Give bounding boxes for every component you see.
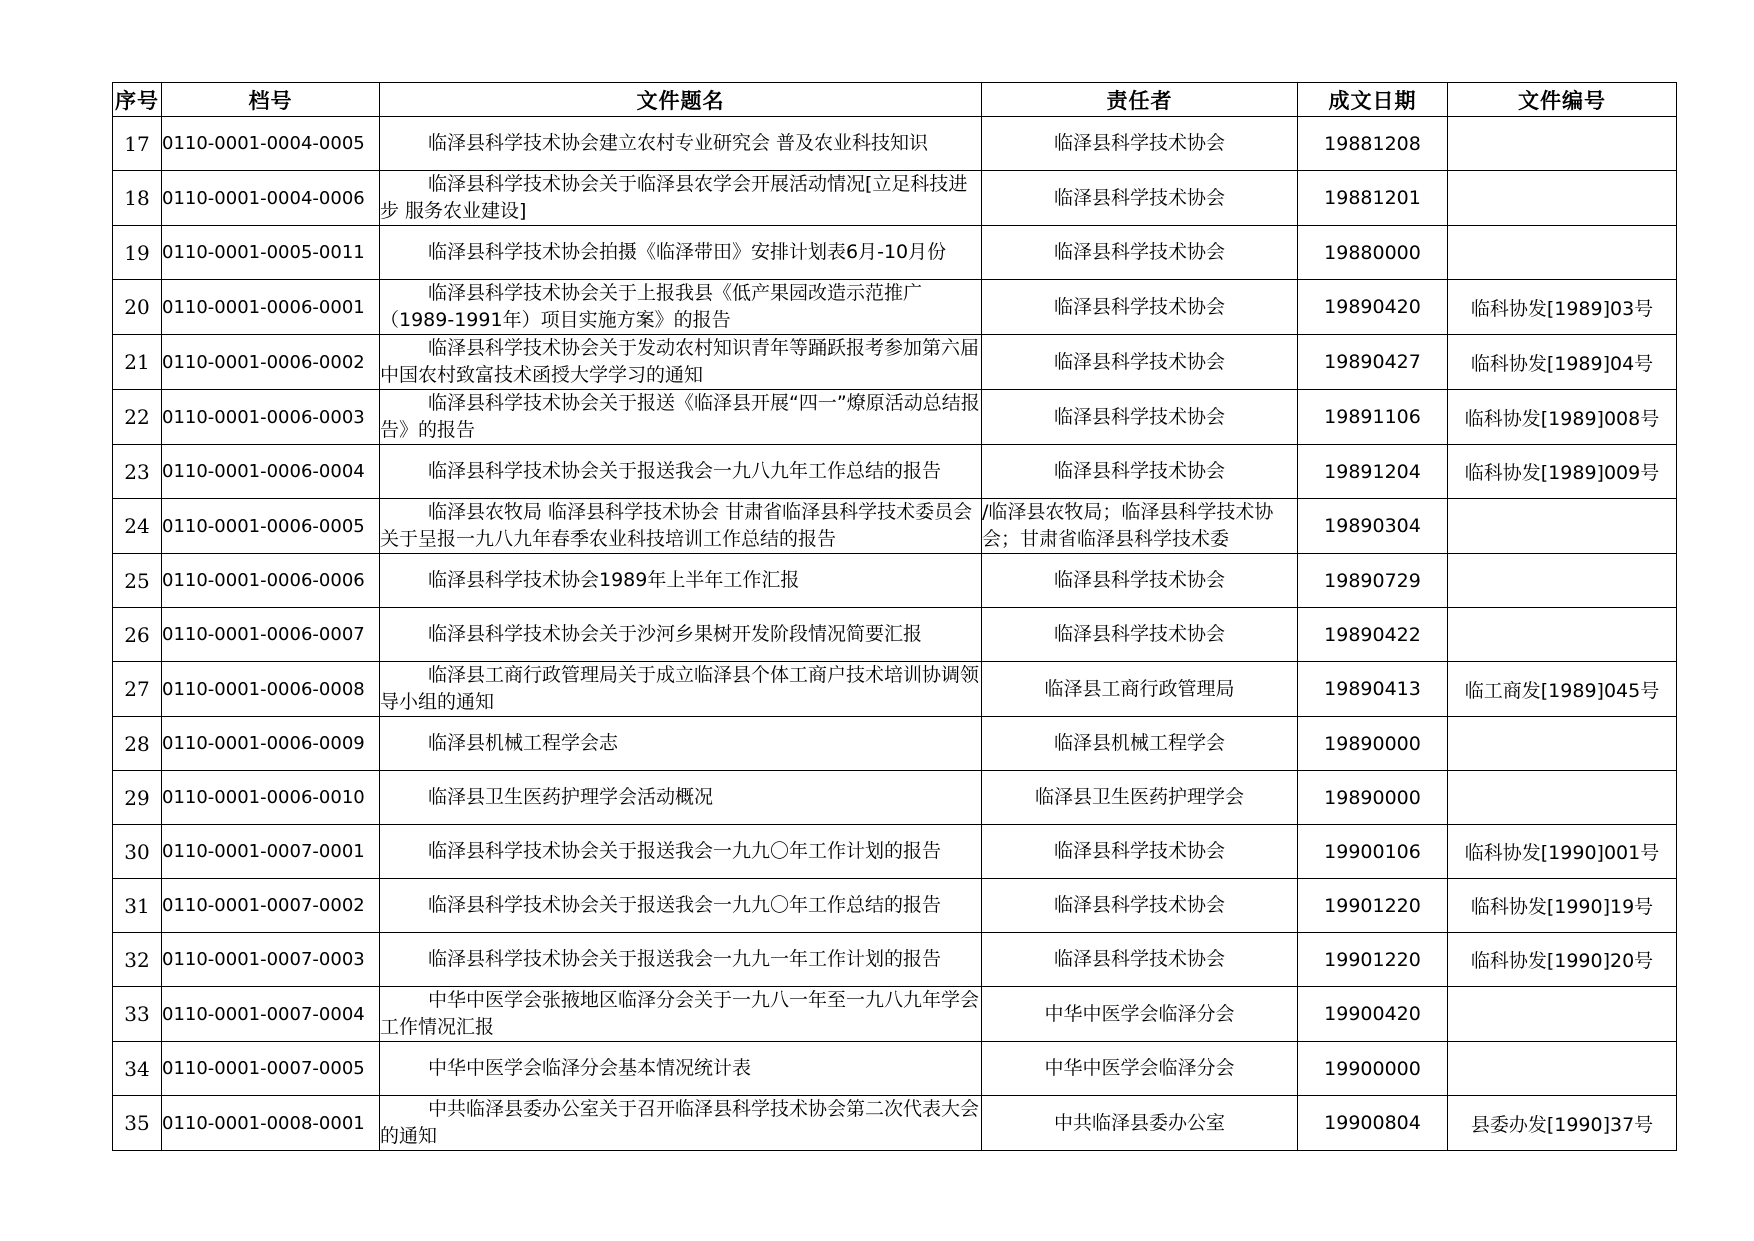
cell-archive-no: 0110-0001-0008-0001 [162, 1096, 380, 1151]
header-date: 成文日期 [1298, 83, 1448, 117]
cell-seq: 31 [113, 879, 162, 933]
cell-doc-no: 临科协发[1990]19号 [1448, 879, 1677, 933]
cell-doc-no [1448, 608, 1677, 662]
cell-seq: 34 [113, 1042, 162, 1096]
cell-archive-no: 0110-0001-0006-0006 [162, 554, 380, 608]
table-row [113, 117, 1677, 171]
cell-date: 19890427 [1298, 335, 1448, 390]
cell-archive-no: 0110-0001-0007-0002 [162, 879, 380, 933]
cell-archive-no: 0110-0001-0006-0010 [162, 771, 380, 825]
cell-archive-no: 0110-0001-0006-0002 [162, 335, 380, 390]
header-seq: 序号 [113, 83, 162, 117]
cell-title: 临泽县科学技术协会关于报送《临泽县开展“四一”燎原活动总结报告》的报告 [380, 390, 982, 445]
cell-author: 中华中医学会临泽分会 [982, 1042, 1298, 1096]
cell-doc-no: 临科协发[1990]001号 [1448, 825, 1677, 879]
table-row [113, 825, 1677, 879]
cell-archive-no: 0110-0001-0006-0005 [162, 499, 380, 554]
cell-date: 19901220 [1298, 933, 1448, 987]
cell-title: 中共临泽县委办公室关于召开临泽县科学技术协会第二次代表大会的通知 [380, 1096, 982, 1151]
cell-title: 临泽县科学技术协会关于报送我会一九九〇年工作总结的报告 [380, 879, 982, 933]
header-archive-no: 档号 [162, 83, 380, 117]
cell-doc-no [1448, 771, 1677, 825]
cell-seq: 32 [113, 933, 162, 987]
cell-seq: 25 [113, 554, 162, 608]
cell-seq: 20 [113, 280, 162, 335]
table-header [113, 83, 1677, 117]
table-row [113, 499, 1677, 554]
cell-date: 19890413 [1298, 662, 1448, 717]
cell-title: 临泽县科学技术协会关于报送我会一九九一年工作计划的报告 [380, 933, 982, 987]
table-row [113, 335, 1677, 390]
table-row [113, 933, 1677, 987]
cell-seq: 27 [113, 662, 162, 717]
cell-archive-no: 0110-0001-0006-0009 [162, 717, 380, 771]
cell-archive-no: 0110-0001-0007-0004 [162, 987, 380, 1042]
cell-author: /临泽县农牧局；临泽县科学技术协会；甘肃省临泽县科学技术委 [982, 499, 1298, 554]
cell-author: 临泽县科学技术协会 [982, 171, 1298, 226]
cell-title: 临泽县科学技术协会关于临泽县农学会开展活动情况[立足科技进步 服务农业建设] [380, 171, 982, 226]
cell-seq: 35 [113, 1096, 162, 1151]
cell-date: 19900000 [1298, 1042, 1448, 1096]
cell-title: 临泽县科学技术协会拍摄《临泽带田》安排计划表6月-10月份 [380, 226, 982, 280]
cell-date: 19881208 [1298, 117, 1448, 171]
cell-seq: 21 [113, 335, 162, 390]
table-row [113, 445, 1677, 499]
cell-archive-no: 0110-0001-0006-0007 [162, 608, 380, 662]
header-row [113, 83, 1677, 117]
cell-archive-no: 0110-0001-0006-0008 [162, 662, 380, 717]
cell-author: 临泽县科学技术协会 [982, 825, 1298, 879]
table-row [113, 879, 1677, 933]
cell-doc-no [1448, 226, 1677, 280]
cell-author: 临泽县科学技术协会 [982, 879, 1298, 933]
cell-doc-no: 临科协发[1989]008号 [1448, 390, 1677, 445]
cell-seq: 24 [113, 499, 162, 554]
cell-title: 中华中医学会张掖地区临泽分会关于一九八一年至一九八九年学会工作情况汇报 [380, 987, 982, 1042]
cell-seq: 22 [113, 390, 162, 445]
table-row [113, 717, 1677, 771]
table-row [113, 390, 1677, 445]
cell-date: 19900106 [1298, 825, 1448, 879]
cell-doc-no [1448, 717, 1677, 771]
cell-title: 临泽县科学技术协会关于发动农村知识青年等踊跃报考参加第六届中国农村致富技术函授大学学习的通知 [380, 335, 982, 390]
cell-author: 临泽县科学技术协会 [982, 554, 1298, 608]
cell-seq: 26 [113, 608, 162, 662]
cell-author: 临泽县卫生医药护理学会 [982, 771, 1298, 825]
cell-date: 19891204 [1298, 445, 1448, 499]
cell-seq: 28 [113, 717, 162, 771]
cell-date: 19891106 [1298, 390, 1448, 445]
cell-seq: 30 [113, 825, 162, 879]
cell-title: 临泽县科学技术协会关于上报我县《低产果园改造示范推广（1989-1991年）项目实施方案》的报告 [380, 280, 982, 335]
cell-seq: 17 [113, 117, 162, 171]
cell-seq: 29 [113, 771, 162, 825]
cell-author: 中华中医学会临泽分会 [982, 987, 1298, 1042]
cell-author: 临泽县科学技术协会 [982, 117, 1298, 171]
table-row [113, 554, 1677, 608]
cell-doc-no: 临工商发[1989]045号 [1448, 662, 1677, 717]
cell-title: 临泽县科学技术协会建立农村专业研究会 普及农业科技知识 [380, 117, 982, 171]
header-doc-no: 文件编号 [1448, 83, 1677, 117]
cell-title: 临泽县机械工程学会志 [380, 717, 982, 771]
cell-seq: 33 [113, 987, 162, 1042]
cell-title: 临泽县科学技术协会关于报送我会一九九〇年工作计划的报告 [380, 825, 982, 879]
table-row [113, 171, 1677, 226]
cell-archive-no: 0110-0001-0006-0003 [162, 390, 380, 445]
cell-date: 19900804 [1298, 1096, 1448, 1151]
header-title: 文件题名 [380, 83, 982, 117]
cell-archive-no: 0110-0001-0007-0001 [162, 825, 380, 879]
cell-doc-no: 临科协发[1990]20号 [1448, 933, 1677, 987]
cell-doc-no [1448, 554, 1677, 608]
cell-title: 临泽县科学技术协会关于沙河乡果树开发阶段情况简要汇报 [380, 608, 982, 662]
cell-title: 临泽县工商行政管理局关于成立临泽县个体工商户技术培训协调领导小组的通知 [380, 662, 982, 717]
cell-archive-no: 0110-0001-0006-0004 [162, 445, 380, 499]
cell-seq: 18 [113, 171, 162, 226]
cell-archive-no: 0110-0001-0006-0001 [162, 280, 380, 335]
cell-author: 中共临泽县委办公室 [982, 1096, 1298, 1151]
cell-date: 19890000 [1298, 717, 1448, 771]
cell-doc-no [1448, 117, 1677, 171]
cell-author: 临泽县科学技术协会 [982, 445, 1298, 499]
cell-date: 19901220 [1298, 879, 1448, 933]
cell-doc-no: 县委办发[1990]37号 [1448, 1096, 1677, 1151]
cell-author: 临泽县科学技术协会 [982, 608, 1298, 662]
cell-doc-no: 临科协发[1989]04号 [1448, 335, 1677, 390]
cell-date: 19890420 [1298, 280, 1448, 335]
table-row [113, 771, 1677, 825]
cell-date: 19880000 [1298, 226, 1448, 280]
cell-doc-no [1448, 171, 1677, 226]
cell-seq: 23 [113, 445, 162, 499]
cell-author: 临泽县科学技术协会 [982, 335, 1298, 390]
header-author: 责任者 [982, 83, 1298, 117]
cell-date: 19890304 [1298, 499, 1448, 554]
archive-catalog-table [112, 82, 1677, 1151]
cell-archive-no: 0110-0001-0005-0011 [162, 226, 380, 280]
cell-date: 19890422 [1298, 608, 1448, 662]
cell-author: 临泽县机械工程学会 [982, 717, 1298, 771]
cell-doc-no [1448, 499, 1677, 554]
cell-archive-no: 0110-0001-0004-0006 [162, 171, 380, 226]
cell-date: 19881201 [1298, 171, 1448, 226]
table-row [113, 280, 1677, 335]
cell-archive-no: 0110-0001-0004-0005 [162, 117, 380, 171]
cell-doc-no [1448, 987, 1677, 1042]
cell-date: 19890729 [1298, 554, 1448, 608]
cell-seq: 19 [113, 226, 162, 280]
cell-title: 中华中医学会临泽分会基本情况统计表 [380, 1042, 982, 1096]
cell-date: 19890000 [1298, 771, 1448, 825]
cell-author: 临泽县工商行政管理局 [982, 662, 1298, 717]
cell-author: 临泽县科学技术协会 [982, 390, 1298, 445]
cell-date: 19900420 [1298, 987, 1448, 1042]
cell-title: 临泽县科学技术协会1989年上半年工作汇报 [380, 554, 982, 608]
table-body [113, 117, 1677, 1151]
cell-doc-no [1448, 1042, 1677, 1096]
cell-archive-no: 0110-0001-0007-0003 [162, 933, 380, 987]
cell-title: 临泽县卫生医药护理学会活动概况 [380, 771, 982, 825]
table-row [113, 987, 1677, 1042]
table-row [113, 608, 1677, 662]
cell-author: 临泽县科学技术协会 [982, 280, 1298, 335]
cell-doc-no: 临科协发[1989]03号 [1448, 280, 1677, 335]
cell-doc-no: 临科协发[1989]009号 [1448, 445, 1677, 499]
table-row [113, 662, 1677, 717]
table-row [113, 1096, 1677, 1151]
cell-author: 临泽县科学技术协会 [982, 226, 1298, 280]
table-row [113, 1042, 1677, 1096]
cell-author: 临泽县科学技术协会 [982, 933, 1298, 987]
table-row [113, 226, 1677, 280]
cell-archive-no: 0110-0001-0007-0005 [162, 1042, 380, 1096]
cell-title: 临泽县科学技术协会关于报送我会一九八九年工作总结的报告 [380, 445, 982, 499]
cell-title: 临泽县农牧局 临泽县科学技术协会 甘肃省临泽县科学技术委员会关于呈报一九八九年春季农业科技培训工作总结的报告 [380, 499, 982, 554]
